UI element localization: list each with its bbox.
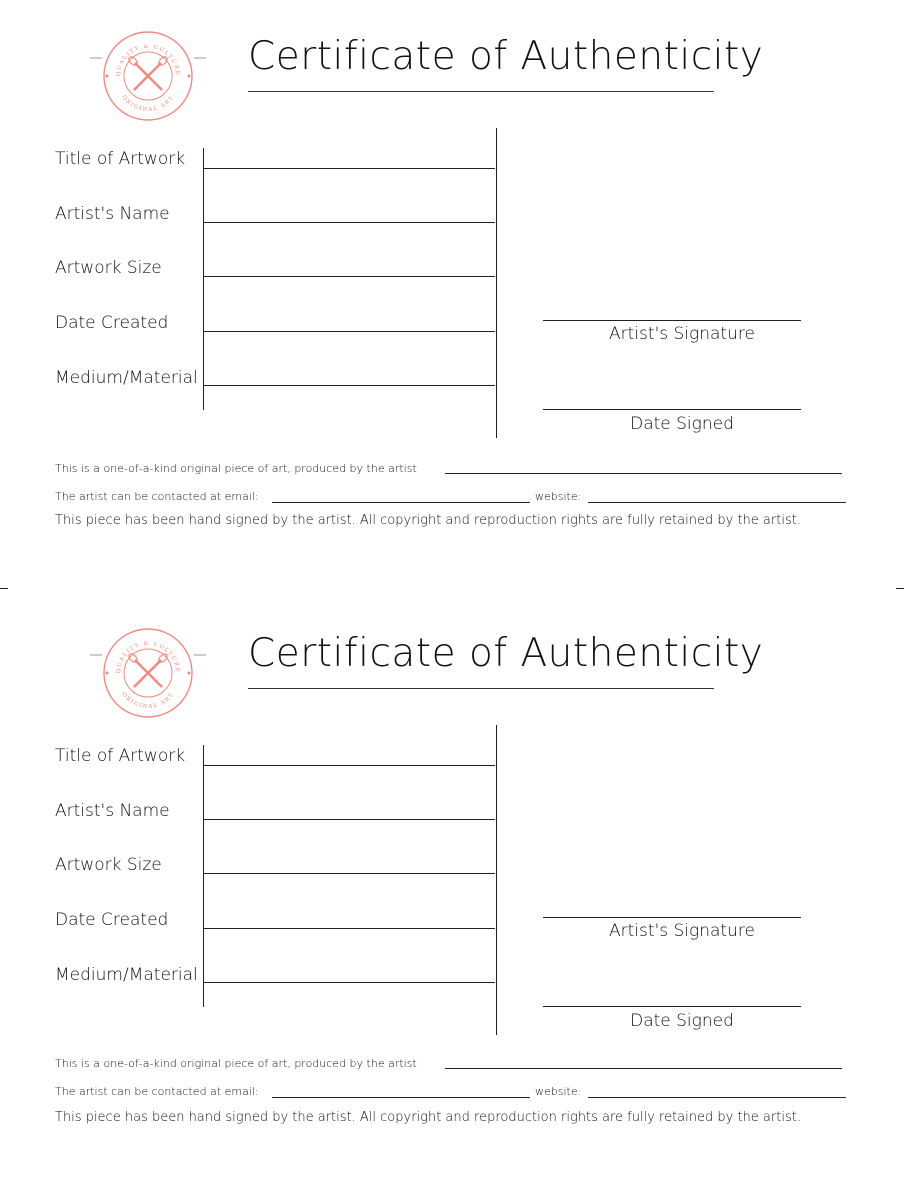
artist-signature-field[interactable] [543,320,801,321]
closing-statement: This piece has been hand signed by the artist. All copyright and reproduction rights are fully retained by the artist. [55,513,801,528]
field-divider-right [496,725,497,1035]
field-label-title: Title of Artwork [55,149,186,169]
svg-text:ORIGINAL ART [120,95,175,114]
logo-top-text: QUALITY & CULTURE [115,640,181,674]
contact-website-label: website: [535,490,582,503]
contact-website-field[interactable] [588,1097,846,1098]
field-divider-left [203,745,204,1007]
title-of-artwork-field[interactable] [204,168,495,169]
cut-mark-right [896,588,904,589]
contact-email-field[interactable] [272,1097,530,1098]
crossed-brushes-icon [90,30,206,122]
closing-statement: This piece has been hand signed by the artist. All copyright and reproduction rights are fully retained by the artist. [55,1110,801,1125]
statement-text: This is a one-of-a-kind original piece of art, produced by the artist [55,462,417,475]
svg-text:QUALITY & CULTURE [116,641,180,674]
title-underline [248,688,714,689]
svg-text:QUALITY & CULTURE [116,44,180,77]
artist-signature-field[interactable] [543,917,801,918]
statement-text: This is a one-of-a-kind original piece of art, produced by the artist [55,1057,417,1070]
field-label-artwork-size: Artwork Size [55,855,162,875]
svg-text:ORIGINAL ART [120,692,175,711]
page-title: Certificate of Authenticity [248,631,764,676]
title-underline [248,91,714,92]
date-signed-field[interactable] [543,409,801,410]
field-label-artwork-size: Artwork Size [55,258,162,278]
field-label-date-created: Date Created [55,313,169,333]
field-label-title: Title of Artwork [55,746,186,766]
producing-artist-field[interactable] [445,473,842,474]
artist-name-field[interactable] [204,819,495,820]
artist-name-field[interactable] [204,222,495,223]
certificate-1 [0,0,904,560]
logo-bottom-text: ORIGINAL ART [120,691,176,711]
brand-logo [90,30,206,122]
certificate-2 [0,597,904,1157]
date-created-field[interactable] [204,331,495,332]
artist-signature-label: Artist's Signature [609,324,755,344]
date-signed-field[interactable] [543,1006,801,1007]
artist-signature-label: Artist's Signature [609,921,755,941]
contact-email-field[interactable] [272,502,530,503]
medium-material-field[interactable] [204,385,495,386]
crossed-brushes-icon [90,627,206,719]
logo-top-text: QUALITY & CULTURE [115,43,181,77]
date-created-field[interactable] [204,928,495,929]
artwork-size-field[interactable] [204,873,495,874]
page-title: Certificate of Authenticity [248,34,764,79]
field-label-artist-name: Artist's Name [55,801,170,821]
producing-artist-field[interactable] [445,1068,842,1069]
field-label-date-created: Date Created [55,910,169,930]
medium-material-field[interactable] [204,982,495,983]
contact-website-field[interactable] [588,502,846,503]
date-signed-label: Date Signed [630,1011,734,1031]
field-label-artist-name: Artist's Name [55,204,170,224]
field-divider-left [203,148,204,410]
logo-bottom-text: ORIGINAL ART [120,94,176,114]
artwork-size-field[interactable] [204,276,495,277]
contact-email-label: The artist can be contacted at email: [55,1085,259,1098]
contact-website-label: website: [535,1085,582,1098]
title-of-artwork-field[interactable] [204,765,495,766]
field-label-medium: Medium/Material [55,965,198,985]
cut-mark-left [0,588,8,589]
brand-logo [90,627,206,719]
field-divider-right [496,128,497,438]
field-label-medium: Medium/Material [55,368,198,388]
date-signed-label: Date Signed [630,414,734,434]
contact-email-label: The artist can be contacted at email: [55,490,259,503]
